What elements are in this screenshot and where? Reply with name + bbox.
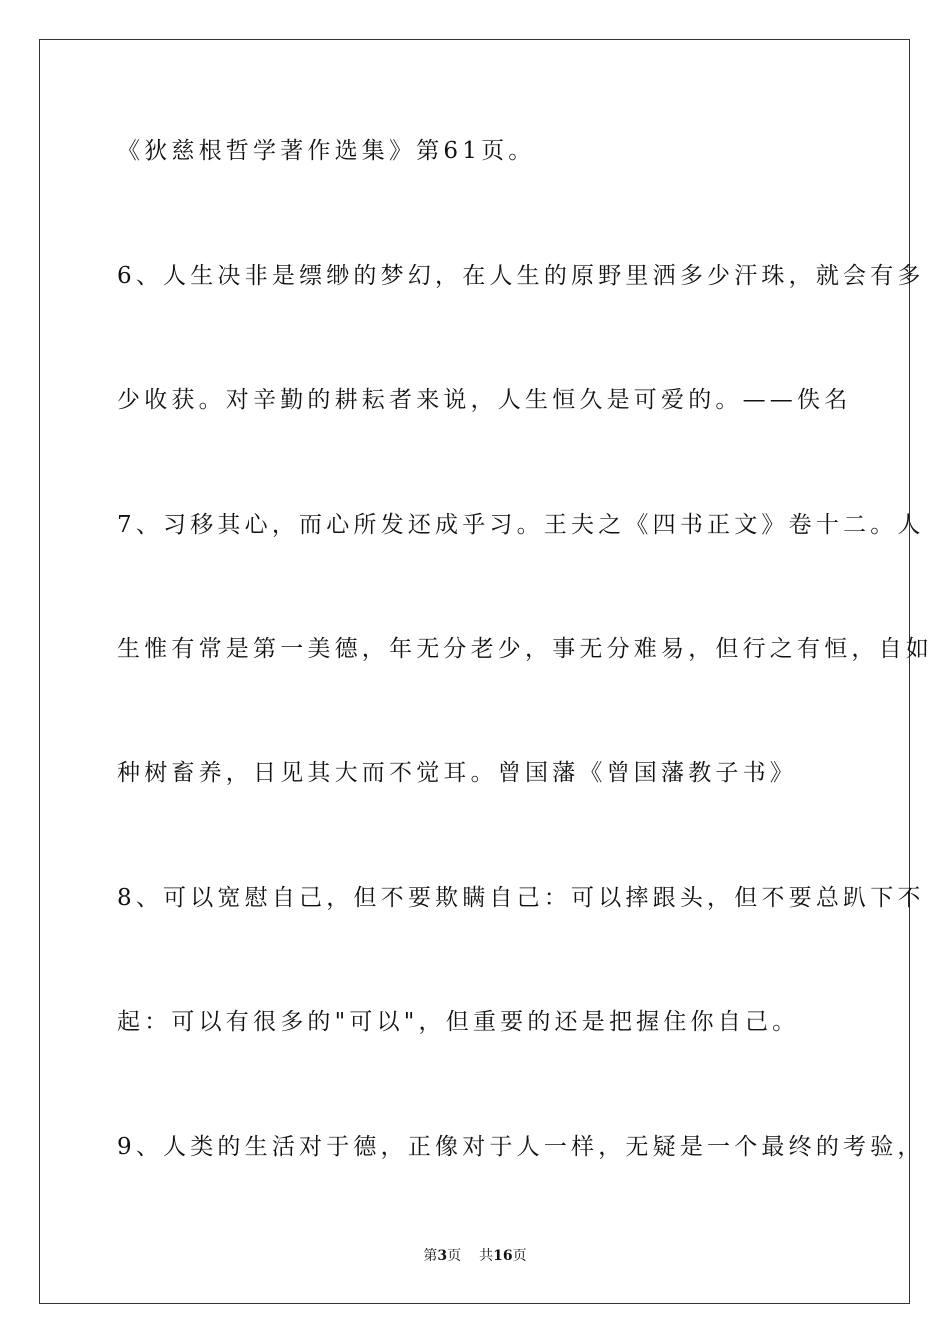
page-footer [0, 1247, 950, 1265]
body-text-line: 少收获。对辛勤的耕耘者来说，人生恒久是可爱的。——佚名 [117, 387, 852, 413]
body-text-line: 生惟有常是第一美德，年无分老少，事无分难易，但行之有恒，自如 [117, 636, 933, 662]
footer-page-prefix: 第 [423, 1248, 438, 1264]
body-text-line: 8、可以宽慰自己，但不要欺瞒自己：可以摔跟头，但不要总趴下不 [117, 885, 925, 911]
footer-total-number: 16 [493, 1248, 513, 1264]
body-text-line: 9、人类的生活对于德，正像对于人一样，无疑是一个最终的考验， [117, 1134, 925, 1160]
footer-page-suffix: 页 [447, 1248, 462, 1264]
footer-page-number: 3 [437, 1248, 448, 1264]
page-border [39, 39, 910, 1304]
footer-total-suffix: 页 [512, 1248, 527, 1264]
body-text-line: 《狄慈根哲学著作选集》第61页。 [117, 138, 536, 164]
body-text-line: 6、人生决非是缥缈的梦幻，在人生的原野里洒多少汗珠，就会有多 [117, 263, 925, 289]
body-text-line: 种树畜养，日见其大而不觉耳。曾国藩《曾国藩教子书》 [117, 760, 797, 786]
body-text-line: 7、习移其心，而心所发还成乎习。王夫之《四书正文》卷十二。人 [117, 512, 925, 538]
body-text-line: 起：可以有很多的"可以"，但重要的还是把握住你自己。 [117, 1009, 800, 1035]
footer-total-prefix: 共 [479, 1248, 494, 1264]
